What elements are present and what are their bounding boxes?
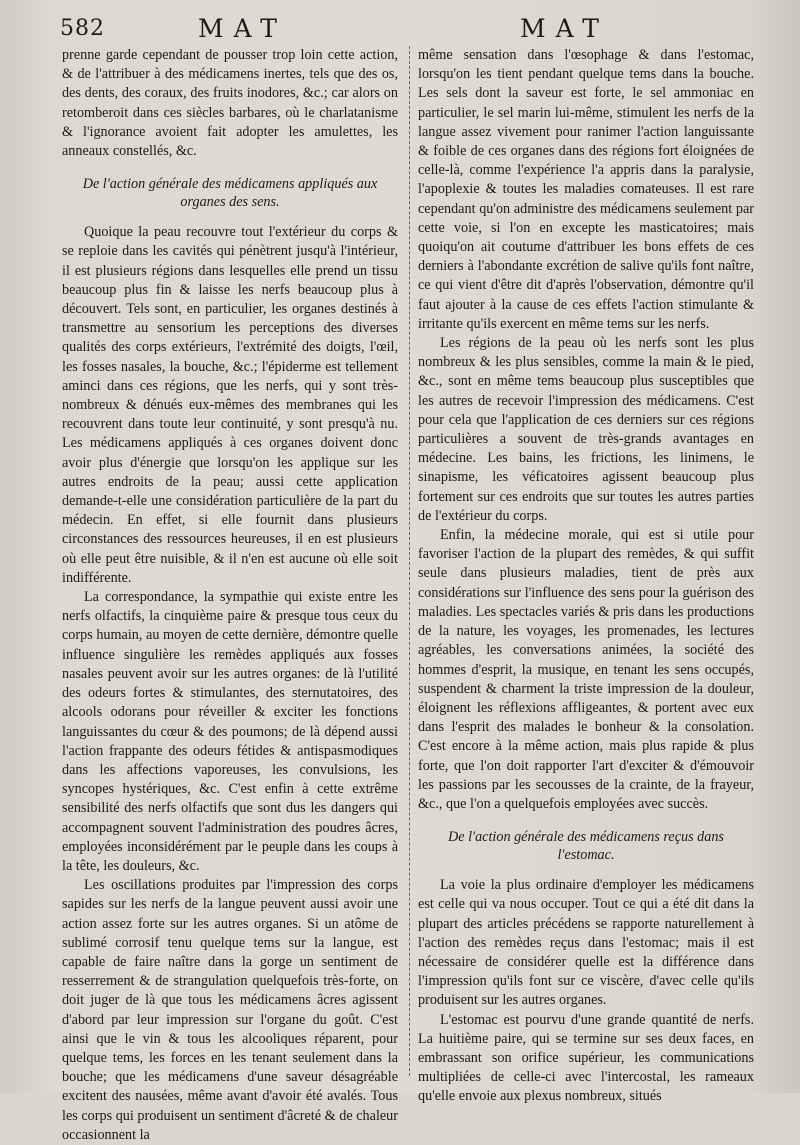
running-head-left: MAT [198, 14, 287, 43]
column-divider [409, 46, 410, 1076]
page-number: 582 [60, 16, 105, 41]
section-title: De l'action générale des médicamens reçus dans l'estomac. [448, 829, 724, 864]
page-header [0, 12, 800, 48]
left-column [62, 46, 398, 1145]
paragraph: Enfin, la médecine morale, qui est si utile pour favoriser l'action de la plupart des remèdes, & qui suffit seule dans plusieurs maladies, tient de près aux considérations sur l'influence des sens pour la guérison des maladies. Les spectacles variés & pris dans les productions de la nature, les voyages, les promenades, les lectures agréables, les conversations animées, la société des hommes d'esprit, la musique, en tenant les sens occupés, suspendent & charment la triste impression de la douleur, éloignent les réflexions affligeantes, & portent avec eux dans l'esprit des malades le bonheur & la consolation. C'est encore à la même action, mais plus rapide & plus forte, que l'on doit rapporter l'art d'exciter & d'émouvoir les passions par les secousses de la crainte, de la frayeur, &c., que l'on a quelquefois employées avec succès. [418, 527, 754, 812]
paragraph: Les régions de la peau où les nerfs sont les plus nombreux & les plus sensibles, comme la main & le pied, &c., sont en même tems beaucoup plus susceptibles que les autres de recevoir l'impression des médicamens. C'est pour cela que l'application de ces derniers sur ces régions particulières a souvent de très-grands avantages en médecine. Les bains, les frictions, les linimens, le sinapisme, les véficatoires agissent beaucoup plus fortement sur ces endroits que sur toutes les autres parties de l'extérieur du corps. [418, 335, 754, 524]
paragraph: La voie la plus ordinaire d'employer les médicamens est celle qui va nous occuper. Tout ce qui a été dit dans la plupart des articles précédens se rapporte naturellement à l'action des remèdes reçus dans l'estomac; mais il est nécessaire de considérer quelle est la différence dans l'impression qu'ils font sur ce viscère, d'avec celle qu'ils produisent sur les autres organes. [418, 877, 754, 1009]
running-head-right: MAT [520, 14, 609, 43]
paragraph: La correspondance, la sympathie qui existe entre les nerfs olfactifs, la cinquième paire & presque tous ceux du corps humain, au moyen de cette dernière, démontre quelle influence singulière les remèdes appliqués aux fosses nasales peuvent avoir sur les autres organes: de là l'utilité des odeurs fortes & stimulantes, des sternutatoires, des alcools odorans pour réveiller & exciter les fonctions languissantes du cœur & des poumons; de là dépend aussi l'action frappante des odeurs fétides & antispasmodiques dans les affections vaporeuses, les convulsions, les syncopes hystériques, &c. C'est enfin à cette extrême sensibilité des nerfs olfactifs que sont dus les dangers qui accompagnent souvent l'administration des poudres âcres, employées inconsidérément par le peuple dans les coups à la tête, les douleurs, &c. [62, 589, 398, 874]
paragraph: L'estomac est pourvu d'une grande quantité de nerfs. La huitième paire, qui se termine sur ses deux faces, en embrassant son orifice supérieur, les communications multipliées de celle-ci avec l'intercostal, les rameaux qu'elle envoie aux plexus nombreux, situés [418, 1011, 754, 1105]
paragraph: même sensation dans l'œsophage & dans l'estomac, lorsqu'on les tient pendant quelque tems dans la bouche. Les sels dont la saveur est forte, le sel ammoniac en particulier, le sel marin lui-même, stimulent les nerfs de la langue assez vivement pour ranimer l'action languissante & foible de ces organes dans des régions fort éloignées de celle-là, comme l'expérience l'a appris dans la paralysie, l'apoplexie & toutes les maladies comateuses. Il est rare cependant qu'on administre des médicamens seulement par cette voie, si l'on en excepte les masticatoires; mais quoiqu'on ait coutume d'attribuer les bons effets de ces derniers à l'abondante excrétion de salive qu'ils font naître, ce qui vient d'être dit d'après l'observation, démontre qu'il faut ajouter à la cause de ces effets l'action stimulante & irritante qu'ils exercent en même tems sur les nerfs. [418, 47, 754, 332]
paragraph: Quoique la peau recouvre tout l'extérieur du corps & se reploie dans les cavités qui pénètrent jusqu'à l'intérieur, il est plusieurs régions dans lesquelles elle prend un tissu beaucoup plus fin & laisse les nerfs beaucoup plus à découvert. Tels sont, en particulier, les organes destinés à transmettre au sensorium les perceptions des diverses qualités des corps extérieurs, l'extrémité des doigts, l'œil, les fosses nasales, la bouche, &c.; l'épiderme est tellement aminci dans ces régions, que les nerfs, qui y sont très-nombreux & dénués eux-mêmes des membranes qui les recouvrent dans toute leur continuité, y sont presqu'à nu. Les médicamens appliqués à ces organes doivent donc avoir plus d'énergie que lorsqu'on les applique sur les autres endroits de la peau; aussi cette application demande-t-elle une considération particulière de la part du médecin. En effet, si elle fournit dans plusieurs circonstances des ressources heureuses, il en est plusieurs où elle peut être nuisible, & il n'en est aucune où elle soit indifférente. [62, 224, 398, 586]
paragraph: prenne garde cependant de pousser trop loin cette action, & de l'attribuer à des médicamens inertes, tels que des os, des dents, des coraux, des fruits inodores, &c.; car alors on retomberoit dans ces siècles barbares, où le charlatanisme & l'ignorance avoient fait adopter les amulettes, les anneaux constellés, &c. [62, 47, 398, 160]
paragraph: Les oscillations produites par l'impression des corps sapides sur les nerfs de la langue peuvent aussi avoir une action assez forte sur les autres organes. Si un atôme de sublimé corrosif tenu quelque tems sur la langue, est capable de faire naître dans la gorge un sentiment de resserrement & de strangulation quelquefois très-forte, on doit juger de là que tous les médicamens âcres agissent d'abord par leur impression sur l'organe du goût. C'est ainsi que le vin & tous les alcooliques réparent, pour quelque tems, les forces en les tenant seulement dans la bouche; que les médicamens d'une saveur désagréable excitent des nausées, même avant d'avoir été avalés. Tous les corps qui produisent un sentiment d'âcreté & de chaleur occasionnent la [62, 877, 398, 1143]
right-column [418, 46, 754, 1107]
section-title: De l'action générale des médicamens appliqués aux organes des sens. [82, 176, 378, 211]
